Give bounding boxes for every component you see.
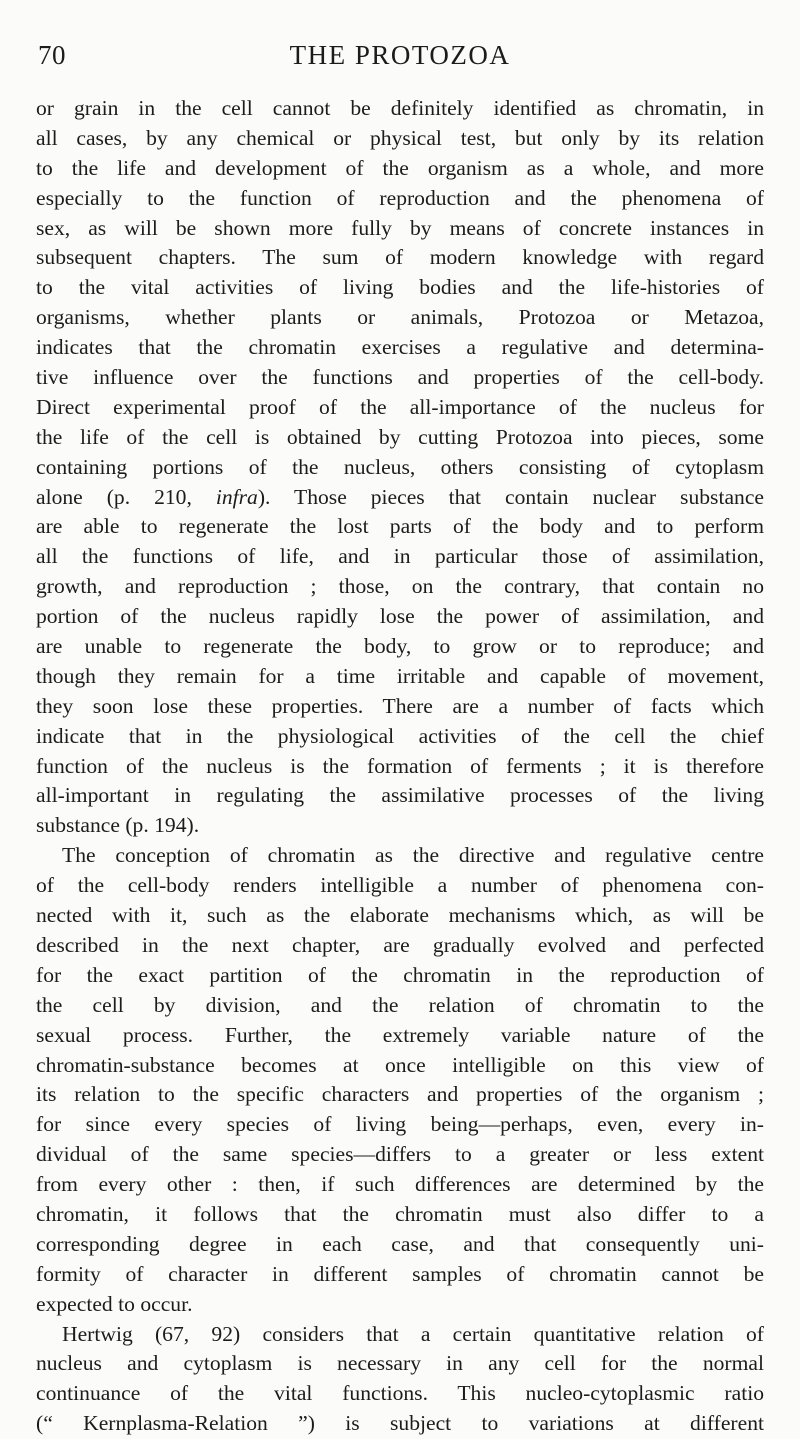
- text-line: The conception of chromatin as the directive and regulative centre: [62, 843, 764, 868]
- text-line: nucleus and cytoplasm is necessary in any cell for the normal: [36, 1351, 764, 1376]
- text-line: organisms, whether plants or animals, Protozoa or Metazoa,: [36, 305, 764, 330]
- text-line: substance (p. 194).: [36, 813, 200, 838]
- text-line: (“ Kernplasma-Relation ”) is subject to variations at different: [36, 1411, 764, 1436]
- running-title: THE PROTOZOA: [289, 40, 511, 70]
- text-line: subsequent chapters. The sum of modern knowledge with regard: [36, 245, 764, 270]
- text-line: expected to occur.: [36, 1291, 193, 1316]
- text-line: are unable to regenerate the body, to grow or to reproduce; and: [36, 634, 764, 659]
- book-page: [36, 40, 764, 1439]
- text-line: described in the next chapter, are gradually evolved and perfected: [36, 932, 764, 957]
- text-line: [36, 483, 764, 513]
- text-line: are able to regenerate the lost parts of the body and to perform: [36, 514, 764, 539]
- text-line: corresponding degree in each case, and that consequently uni-: [36, 1231, 764, 1256]
- text-line: for the exact partition of the chromatin in the reproduction of: [36, 962, 764, 987]
- text-line: continuance of the vital functions. This nucleo-cytoplasmic ratio: [36, 1381, 764, 1406]
- text-line: to the life and development of the organism as a whole, and more: [36, 155, 764, 180]
- text-line: containing portions of the nucleus, others consisting of cytoplasm: [36, 454, 764, 479]
- italic-term: infra: [215, 484, 258, 509]
- page-number: 70: [38, 40, 66, 70]
- text-line: formity of character in different samples of chromatin cannot be: [36, 1261, 764, 1286]
- text-line: though they remain for a time irritable and capable of movement,: [36, 663, 764, 688]
- body-text: [36, 94, 764, 1439]
- text-segment: alone (p. 210,: [36, 484, 216, 509]
- text-line: Hertwig (67, 92) considers that a certain quantitative relation of: [62, 1321, 764, 1346]
- text-line: chromatin, it follows that the chromatin must also differ to a: [36, 1201, 764, 1226]
- text-line: portion of the nucleus rapidly lose the power of assimilation, and: [36, 604, 764, 629]
- text-line: all cases, by any chemical or physical test, but only by its relation: [36, 125, 764, 150]
- text-line: the life of the cell is obtained by cutting Protozoa into pieces, some: [36, 424, 764, 449]
- text-line: all-important in regulating the assimilative processes of the living: [36, 783, 764, 808]
- text-line: all the functions of life, and in particular those of assimilation,: [36, 544, 764, 569]
- text-line: they soon lose these properties. There are a number of facts which: [36, 693, 764, 718]
- text-line: Direct experimental proof of the all-importance of the nucleus for: [36, 394, 764, 419]
- text-line: of the cell-body renders intelligible a number of phenomena con-: [36, 873, 764, 898]
- text-line: to the vital activities of living bodies and the life-histories of: [36, 275, 764, 300]
- text-line: nected with it, such as the elaborate mechanisms which, as will be: [36, 903, 764, 928]
- text-line: its relation to the specific characters and properties of the organism ;: [36, 1082, 764, 1107]
- running-header: [36, 40, 764, 76]
- text-line: sex, as will be shown more fully by means of concrete instances in: [36, 215, 764, 240]
- text-line: or grain in the cell cannot be definitely identified as chromatin, in: [36, 96, 764, 120]
- text-line: for since every species of living being—perhaps, even, every in-: [36, 1112, 764, 1137]
- text-segment: ). Those pieces that contain nuclear substance: [257, 484, 764, 509]
- text-line: tive influence over the functions and properties of the cell-body.: [36, 365, 764, 390]
- text-line: from every other : then, if such differences are determined by the: [36, 1172, 764, 1197]
- text-line: sexual process. Further, the extremely variable nature of the: [36, 1022, 764, 1047]
- text-line: chromatin-substance becomes at once intelligible on this view of: [36, 1052, 764, 1077]
- text-line: dividual of the same species—differs to a greater or less extent: [36, 1142, 764, 1167]
- text-line: indicates that the chromatin exercises a regulative and determina-: [36, 335, 764, 360]
- text-line: the cell by division, and the relation of chromatin to the: [36, 992, 764, 1017]
- text-line: indicate that in the physiological activities of the cell the chief: [36, 723, 764, 748]
- text-line: growth, and reproduction ; those, on the contrary, that contain no: [36, 574, 764, 599]
- text-line: especially to the function of reproduction and the phenomena of: [36, 185, 764, 210]
- text-line: function of the nucleus is the formation of ferments ; it is therefore: [36, 753, 764, 778]
